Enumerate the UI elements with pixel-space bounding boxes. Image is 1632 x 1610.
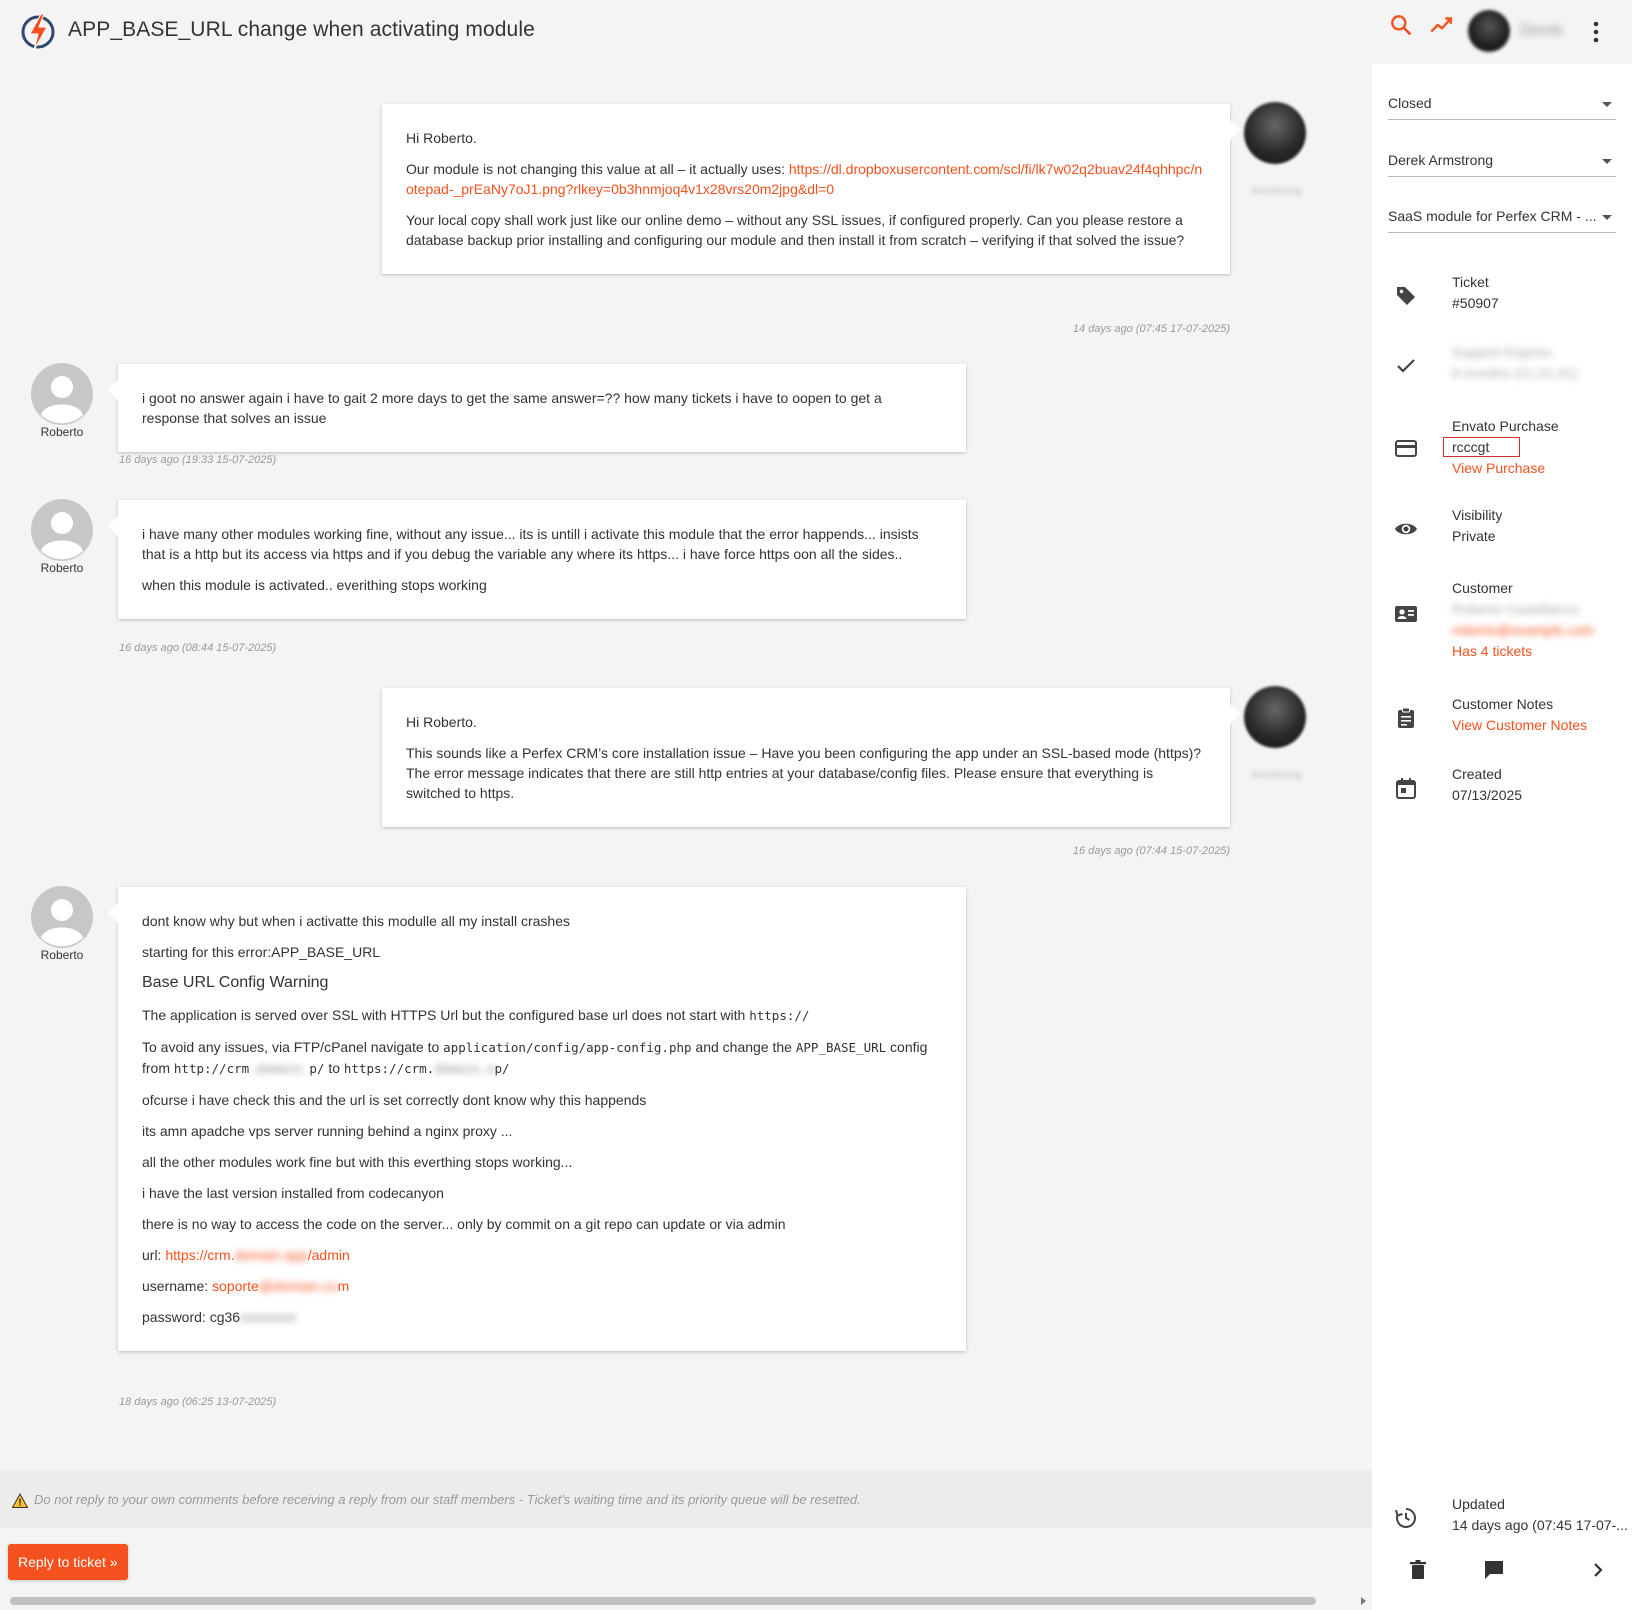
message-paragraph: when this module is activated.. everithing stops working xyxy=(142,577,487,593)
history-icon xyxy=(1394,1506,1418,1530)
message-greeting: Hi Roberto. xyxy=(406,714,477,730)
message-line: dont know why but when i activatte this modulle all my install crashes xyxy=(142,913,570,929)
user-menu[interactable] xyxy=(1468,10,1588,52)
message-paragraph: Our module is not changing this value at all – it actually uses: https://dl.dropboxusercontent.com/scl/fi/lk7w02q2buav24f4qhhpc/notepad-_prEaNy7oJ1.png?rlkey=0b3hnmjoq4v1x28vrs20m2jpg&dl=0 xyxy=(406,161,1203,197)
message-paragraph: i goot no answer again i have to gait 2 more days to get the same answer=?? how many tickets i have to oopen to get a response that solves an issue xyxy=(142,390,882,426)
contact-card-icon xyxy=(1394,602,1418,626)
scrollbar-thumb[interactable] xyxy=(10,1597,1316,1605)
customer-name: Roberto Castellanos xyxy=(1452,601,1579,617)
dropdown-caret-icon xyxy=(1602,159,1612,164)
message-line: there is no way to access the code on the server... only by commit on a git repo can update or via admin xyxy=(142,1216,786,1232)
username-line: username: soporte@domain.com xyxy=(142,1278,350,1294)
reply-to-ticket-button[interactable]: Reply to ticket » xyxy=(8,1544,128,1580)
message-card xyxy=(118,364,966,452)
customer-tickets-link[interactable]: Has 4 tickets xyxy=(1452,643,1533,659)
user-name-label: Roberto xyxy=(40,425,84,439)
product-select[interactable]: SaaS module for Perfex CRM - ... xyxy=(1388,203,1616,233)
ticket-number: #50907 xyxy=(1452,295,1499,311)
avoid-issues-text: To avoid any issues, via FTP/cPanel navigate to application/config/app-config.php and change the APP_BASE_URL config from http://crm.domain.p/ to https://crm.domain.ap/ xyxy=(142,1039,928,1076)
message-line: starting for this error:APP_BASE_URL xyxy=(142,944,381,960)
created-date: 07/13/2025 xyxy=(1452,787,1523,803)
url-line: url: https://crm.domain.app/admin xyxy=(142,1247,350,1263)
message-line: i have the last version installed from codecanyon xyxy=(142,1185,444,1201)
dropdown-caret-icon xyxy=(1602,102,1612,107)
warning-icon xyxy=(12,1493,28,1509)
message-thread xyxy=(0,64,1372,1470)
agent-name: Armstrong xyxy=(1250,185,1302,197)
top-header xyxy=(0,0,1632,64)
updated-value: 14 days ago (07:45 17-07-... xyxy=(1452,1517,1628,1533)
message-timestamp: 16 days ago (19:33 15-07-2025) xyxy=(119,454,277,466)
user-avatar-placeholder xyxy=(31,363,93,425)
check-icon xyxy=(1394,354,1418,378)
user-name: Derek xyxy=(1520,22,1563,39)
eye-icon xyxy=(1394,517,1418,541)
support-label: Support Expires xyxy=(1452,344,1552,360)
notice-text: Do not reply to your own comments before receiving a reply from our staff members - Ticket's waiting time and its priority queue will be resetted. xyxy=(34,1492,861,1507)
tag-icon xyxy=(1394,284,1418,308)
dropbox-link[interactable]: https://dl.dropboxusercontent.com/scl/fi/lk7w02q2buav24f4qhhpc/notepad-_prEaNy7oJ1.png?rlkey=0b3hnmjoq4v1x28vrs20m2jpg&dl=0 xyxy=(406,161,1203,197)
delete-icon[interactable] xyxy=(1406,1558,1430,1582)
user-avatar xyxy=(1468,10,1510,52)
username-email-link[interactable]: soporte@domain.com xyxy=(212,1278,350,1294)
app-logo[interactable] xyxy=(17,10,59,52)
agent-avatar xyxy=(1244,102,1306,164)
message-timestamp: 16 days ago (08:44 15-07-2025) xyxy=(119,642,277,654)
status-select[interactable]: Closed xyxy=(1388,90,1616,120)
page-title: APP_BASE_URL change when activating module xyxy=(68,18,535,41)
message-card xyxy=(382,688,1230,827)
credit-card-icon xyxy=(1394,436,1418,460)
ssl-warning-text: The application is served over SSL with HTTPS Url but the configured base url does not start with https:// xyxy=(142,1007,810,1023)
customer-label: Customer xyxy=(1452,580,1513,596)
message-paragraph: This sounds like a Perfex CRM’s core installation issue – Have you been configuring the app under an SSL-based mode (https)? The error message indicates that there are still http entries at your database/config files. Please ensure that everything is switched to https. xyxy=(406,745,1202,801)
scroll-right-arrow-icon[interactable] xyxy=(1358,1596,1368,1606)
message-line: its amn apadche vps server running behind a nginx proxy ... xyxy=(142,1123,513,1139)
message-card xyxy=(118,500,966,619)
password-line: password: cg36xxxxxxxx xyxy=(142,1309,297,1325)
message-timestamp: 14 days ago (07:45 17-07-2025) xyxy=(1072,323,1230,335)
trending-up-icon[interactable] xyxy=(1428,12,1454,38)
customer-notes-label: Customer Notes xyxy=(1452,696,1554,712)
user-name-label: Roberto xyxy=(40,948,84,962)
chat-bubble-icon[interactable] xyxy=(1482,1558,1506,1582)
horizontal-scrollbar[interactable] xyxy=(0,1592,1372,1610)
assignee-select[interactable]: Derek Armstrong xyxy=(1388,147,1616,177)
updated-label: Updated xyxy=(1452,1496,1505,1512)
support-value: 6 months (21.01.01) xyxy=(1452,365,1578,381)
message-card xyxy=(118,887,966,1351)
warning-title: Base URL Config Warning xyxy=(142,974,329,991)
chevron-right-icon[interactable] xyxy=(1586,1558,1610,1582)
message-paragraph: Your local copy shall work just like our online demo – without any SSL issues, if configured properly. Can you please restore a database backup prior installing and configuring our module and then install it from scratch – verifying if that solved the issue? xyxy=(406,212,1185,248)
purchase-code: rcccgt xyxy=(1443,437,1520,457)
more-vert-icon[interactable] xyxy=(1586,18,1606,46)
dropdown-caret-icon xyxy=(1602,215,1612,220)
message-timestamp: 16 days ago (07:44 15-07-2025) xyxy=(1072,845,1230,857)
notice-bar xyxy=(0,1470,1372,1528)
message-card xyxy=(382,104,1230,274)
customer-email[interactable]: roberto@example.com xyxy=(1452,622,1594,638)
agent-name: Armstrong xyxy=(1250,769,1302,781)
envato-label: Envato Purchase xyxy=(1452,418,1559,434)
admin-url-link[interactable]: https://crm.domain.app/admin xyxy=(165,1247,350,1263)
view-customer-notes-link[interactable]: View Customer Notes xyxy=(1452,717,1588,733)
message-greeting: Hi Roberto. xyxy=(406,130,477,146)
user-name-label: Roberto xyxy=(40,561,84,575)
user-avatar-placeholder xyxy=(31,499,93,561)
clipboard-icon xyxy=(1394,706,1418,730)
visibility-value: Private xyxy=(1452,528,1496,544)
message-paragraph: i have many other modules working fine, without any issue... its is untill i activate this module that the error happends... insists that is a http but its access via https and if you debug the variable any where its https... i have force https oon all the sides.. xyxy=(142,526,919,562)
message-line: ofcurse i have check this and the url is set correctly dont know why this happends xyxy=(142,1092,647,1108)
view-purchase-link[interactable]: View Purchase xyxy=(1452,460,1546,476)
created-label: Created xyxy=(1452,766,1502,782)
ticket-sidebar xyxy=(1372,64,1632,1610)
user-avatar-placeholder xyxy=(31,886,93,948)
message-timestamp: 18 days ago (06:25 13-07-2025) xyxy=(119,1396,277,1408)
search-icon[interactable] xyxy=(1388,12,1414,38)
ticket-label: Ticket xyxy=(1452,274,1489,290)
calendar-icon xyxy=(1394,776,1418,800)
message-line: all the other modules work fine but with this everthing stops working... xyxy=(142,1154,573,1170)
agent-avatar xyxy=(1244,686,1306,748)
visibility-label: Visibility xyxy=(1452,507,1503,523)
